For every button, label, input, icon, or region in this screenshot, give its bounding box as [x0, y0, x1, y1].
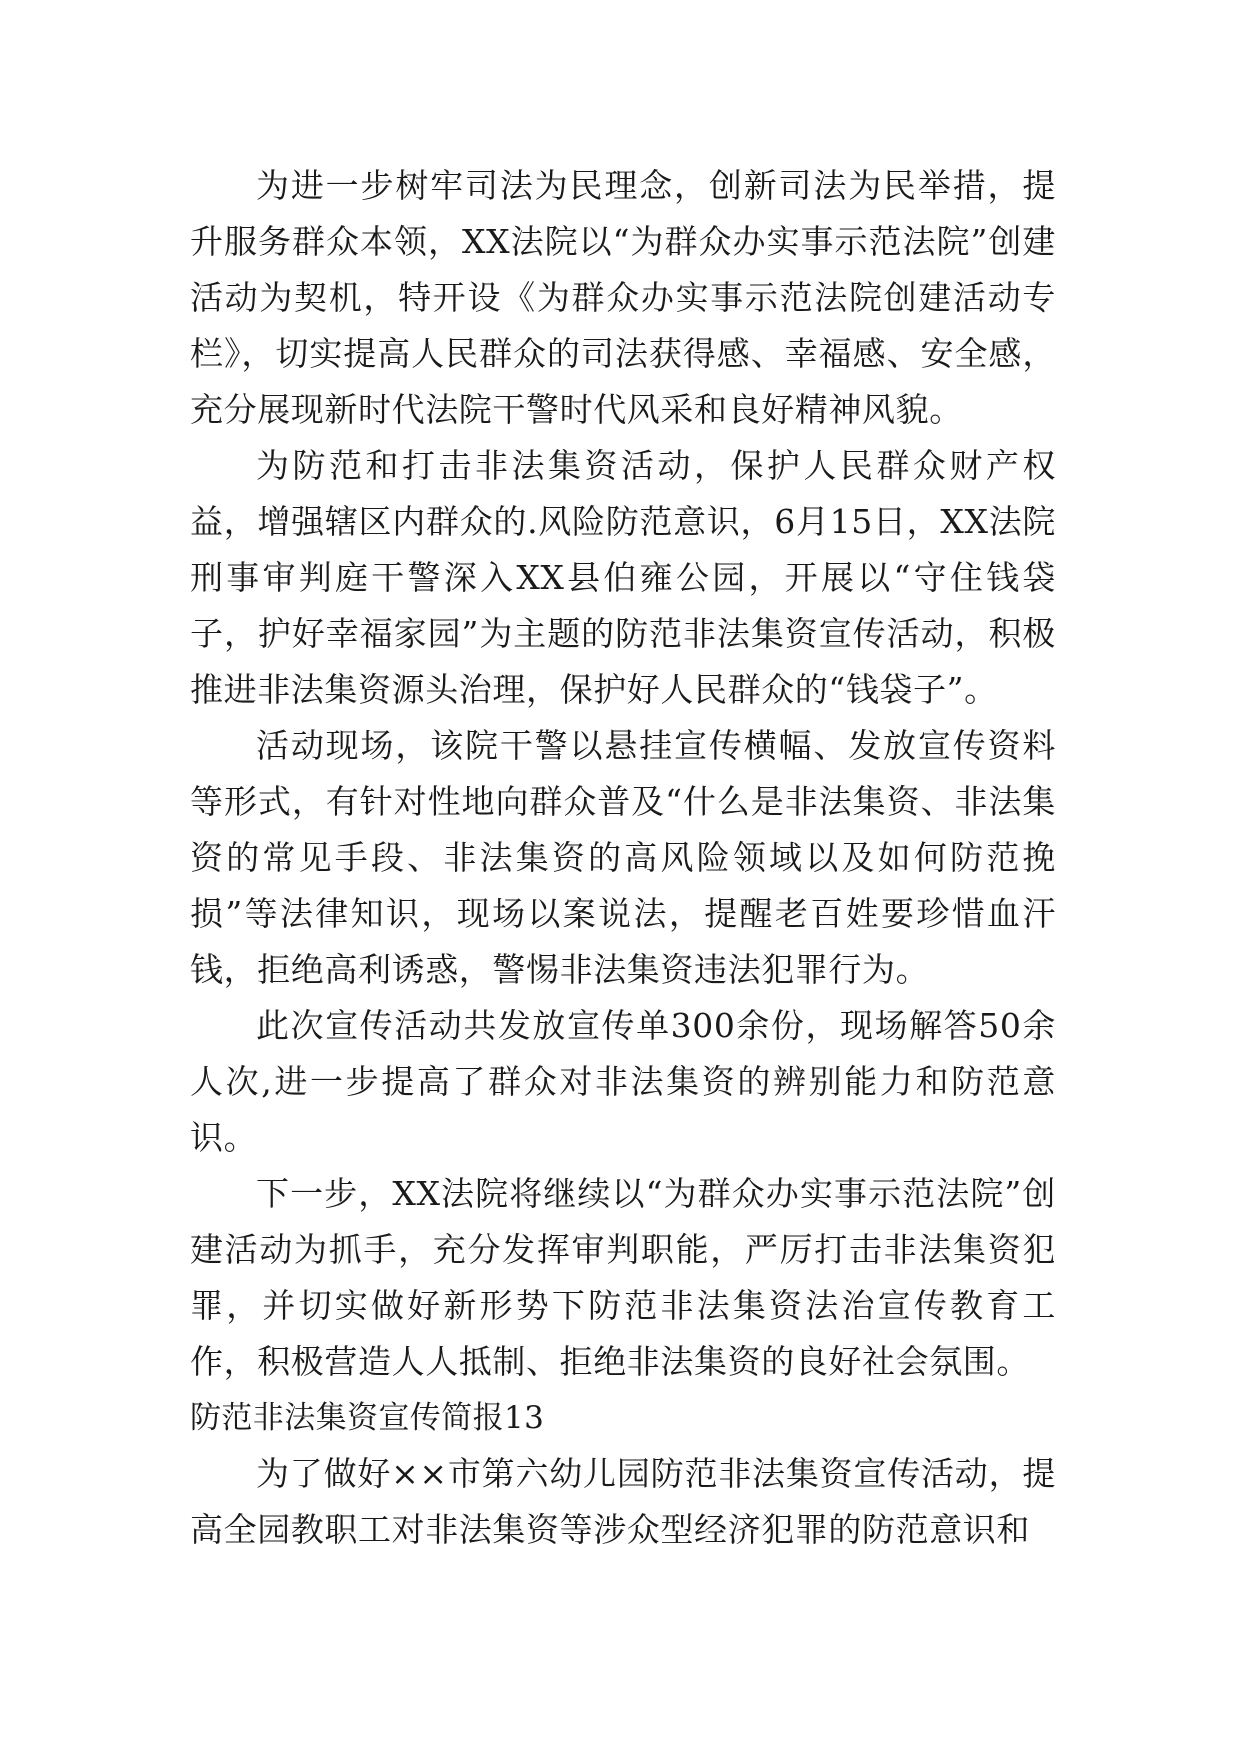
- section-heading: 防范非法集资宣传简报13: [190, 1400, 545, 1436]
- body-paragraph-5: 下一步，XX法院将继续以“为群众办实事示范法院”创建活动为抓手，充分发挥审判职能，严厉打击非法集资犯罪，并切实做好新形势下防范非法集资法治宣传教育工作，积极营造人人抵制、拒绝非法集资的良好社会氛围。: [190, 1174, 1056, 1381]
- body-paragraph-3: 活动现场，该院干警以悬挂宣传横幅、发放宣传资料等形式，有针对性地向群众普及“什么是非法集资、非法集资的常见手段、非法集资的高风险领域以及如何防范挽损”等法律知识，现场以案说法，提醒老百姓要珍惜血汗钱，拒绝高利诱惑，警惕非法集资违法犯罪行为。: [190, 726, 1056, 989]
- body-paragraph-1: 为进一步树牢司法为民理念，创新司法为民举措，提升服务群众本领，XX法院以“为群众办实事示范法院”创建活动为契机，特开设《为群众办实事示范法院创建活动专栏》，切实提高人民群众的司法获得感、幸福感、安全感，充分展现新时代法院干警时代风采和良好精神风貌。: [190, 166, 1056, 429]
- document-body: [190, 158, 1056, 1558]
- body-paragraph-4: 此次宣传活动共发放宣传单300余份，现场解答50余人次,进一步提高了群众对非法集资的辨别能力和防范意识。: [190, 1006, 1056, 1157]
- body-paragraph-6: 为了做好××市第六幼儿园防范非法集资宣传活动，提高全园教职工对非法集资等涉众型经济犯罪的防范意识和: [190, 1454, 1056, 1549]
- body-paragraph-2: 为防范和打击非法集资活动，保护人民群众财产权益，增强辖区内群众的.风险防范意识，6月15日，XX法院刑事审判庭干警深入XX县伯雍公园，开展以“守住钱袋子，护好幸福家园”为主题的防范非法集资宣传活动，积极推进非法集资源头治理，保护好人民群众的“钱袋子”。: [190, 446, 1056, 709]
